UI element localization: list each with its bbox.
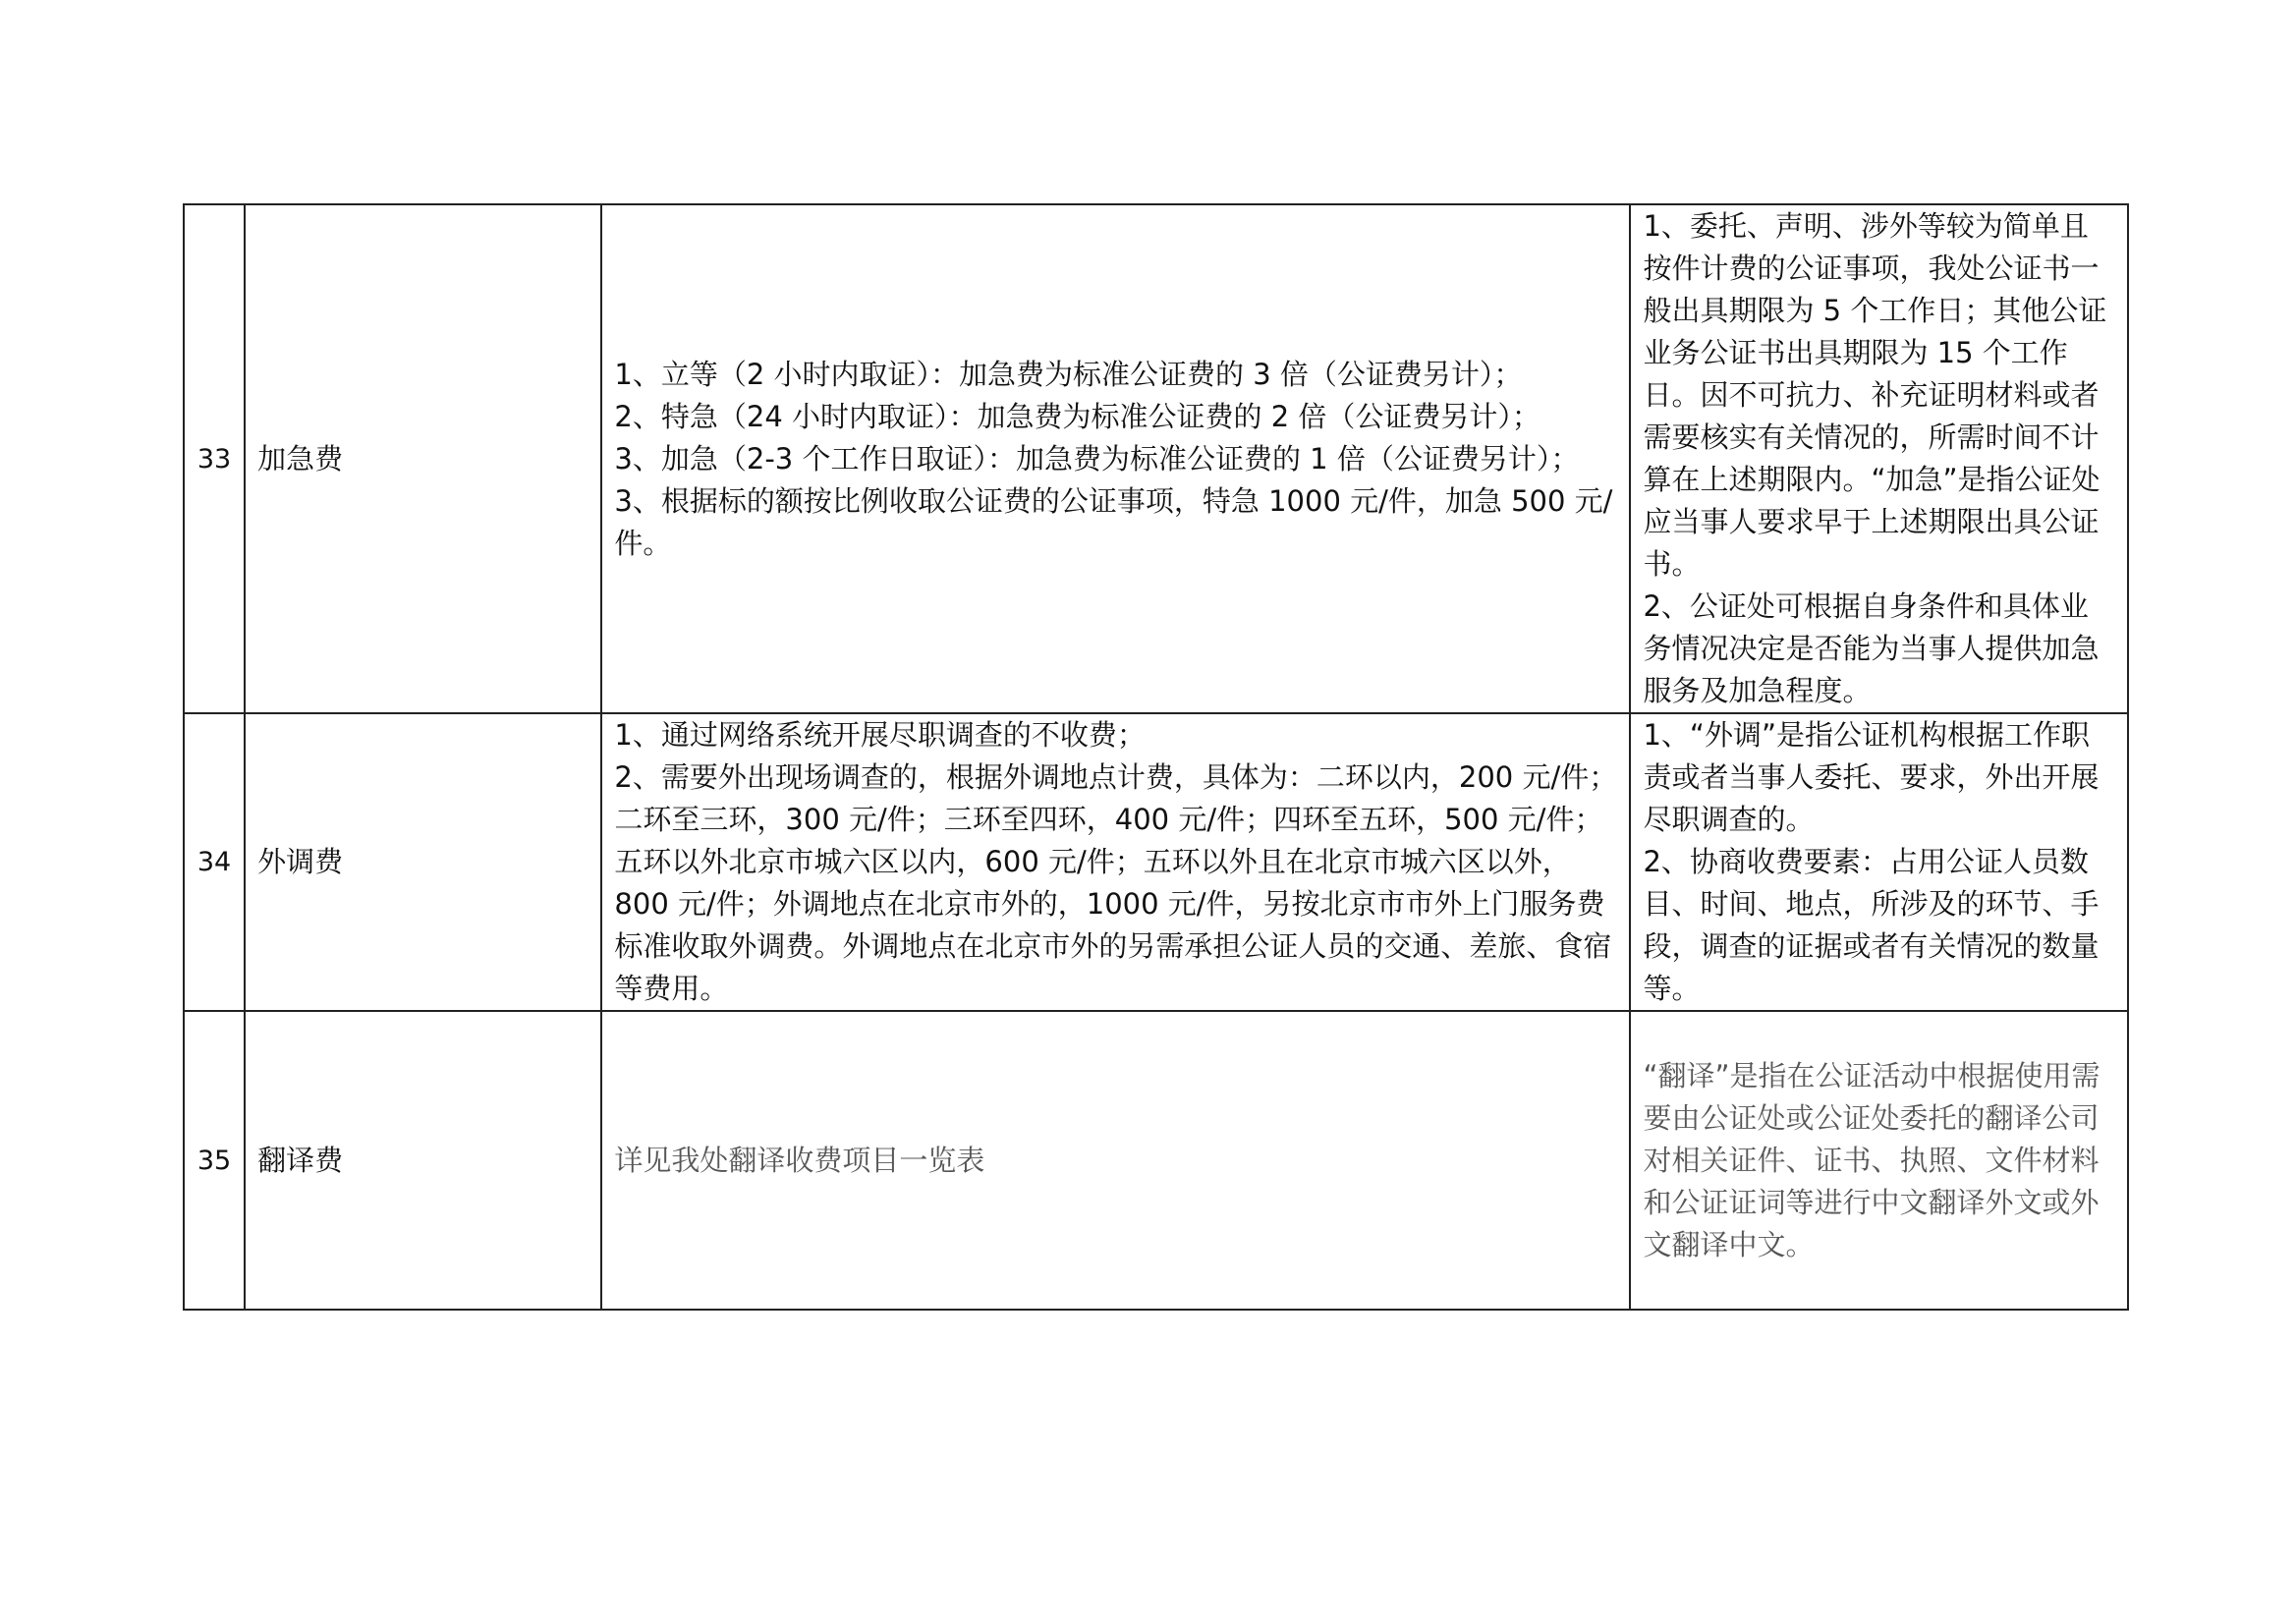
fee-standard-line: 1、立等（2 小时内取证）：加急费为标准公证费的 3 倍（公证费另计）； — [614, 357, 1523, 391]
table-row — [184, 1011, 2128, 1310]
fee-standard-line: 2、特急（24 小时内取证）：加急费为标准公证费的 2 倍（公证费另计）； — [614, 399, 1540, 433]
fee-item-name: 翻译费 — [245, 1011, 601, 1310]
fee-note-line: “翻译”是指在公证活动中根据使用需要由公证处或公证处委托的翻译公司对相关证件、证书、执照、文件材料和公证证词等进行中文翻译外文或外文翻译中文。 — [1643, 1058, 2100, 1261]
fee-standard-line: 3、加急（2-3 个工作日取证）：加急费为标准公证费的 1 倍（公证费另计）； — [614, 441, 1580, 476]
table-row — [184, 204, 2128, 713]
fee-standard-line: 详见我处翻译收费项目一览表 — [614, 1143, 985, 1177]
fee-note-line: 2、公证处可根据自身条件和具体业务情况决定是否能为当事人提供加急服务及加急程度。 — [1643, 589, 2100, 707]
fee-note — [1630, 1011, 2128, 1310]
row-number: 33 — [184, 204, 245, 713]
fee-note-line: 1、“外调”是指公证机构根据工作职责或者当事人委托、要求，外出开展尽职调查的。 — [1643, 718, 2100, 836]
fee-standard-line: 3、根据标的额按比例收取公证费的公证事项，特急 1000 元/件，加急 500 元/件。 — [614, 483, 1613, 560]
fee-standard — [601, 1011, 1630, 1310]
fee-standard — [601, 713, 1630, 1011]
fee-standard-line: 2、需要外出现场调查的，根据外调地点计费，具体为：二环以内，200 元/件；二环至三环，300 元/件；三环至四环，400 元/件；四环至五环，500 元/件；五环以外北京市城六区以内，600 元/件；五环以外且在北京市城六区以外，800 元/件；外调地点在北京市外的，1000 元/件，另按北京市市外上门服务费标准收取外调费。外调地点在北京市外的另需承担公证人员的交通、差旅、食宿等费用。 — [614, 760, 1618, 1005]
fee-note-line: 1、委托、声明、涉外等较为简单且按件计费的公证事项，我处公证书一般出具期限为 5 个工作日；其他公证业务公证书出具期限为 15 个工作日。因不可抗力、补充证明材料或者需要核实有关情况的，所需时间不计算在上述期限内。“加急”是指公证处应当事人要求早于上述期限出具公证书。 — [1643, 209, 2107, 581]
fee-note-line: 2、协商收费要素：占用公证人员数目、时间、地点，所涉及的环节、手段，调查的证据或者有关情况的数量等。 — [1643, 845, 2100, 1005]
table-row — [184, 713, 2128, 1011]
fee-standard-line: 1、通过网络系统开展尽职调查的不收费； — [614, 718, 1146, 752]
row-number: 35 — [184, 1011, 245, 1310]
fee-note — [1630, 713, 2128, 1011]
row-number: 34 — [184, 713, 245, 1011]
fee-table — [183, 203, 2129, 1311]
fee-note — [1630, 204, 2128, 713]
fee-item-name: 加急费 — [245, 204, 601, 713]
fee-item-name: 外调费 — [245, 713, 601, 1011]
fee-standard — [601, 204, 1630, 713]
